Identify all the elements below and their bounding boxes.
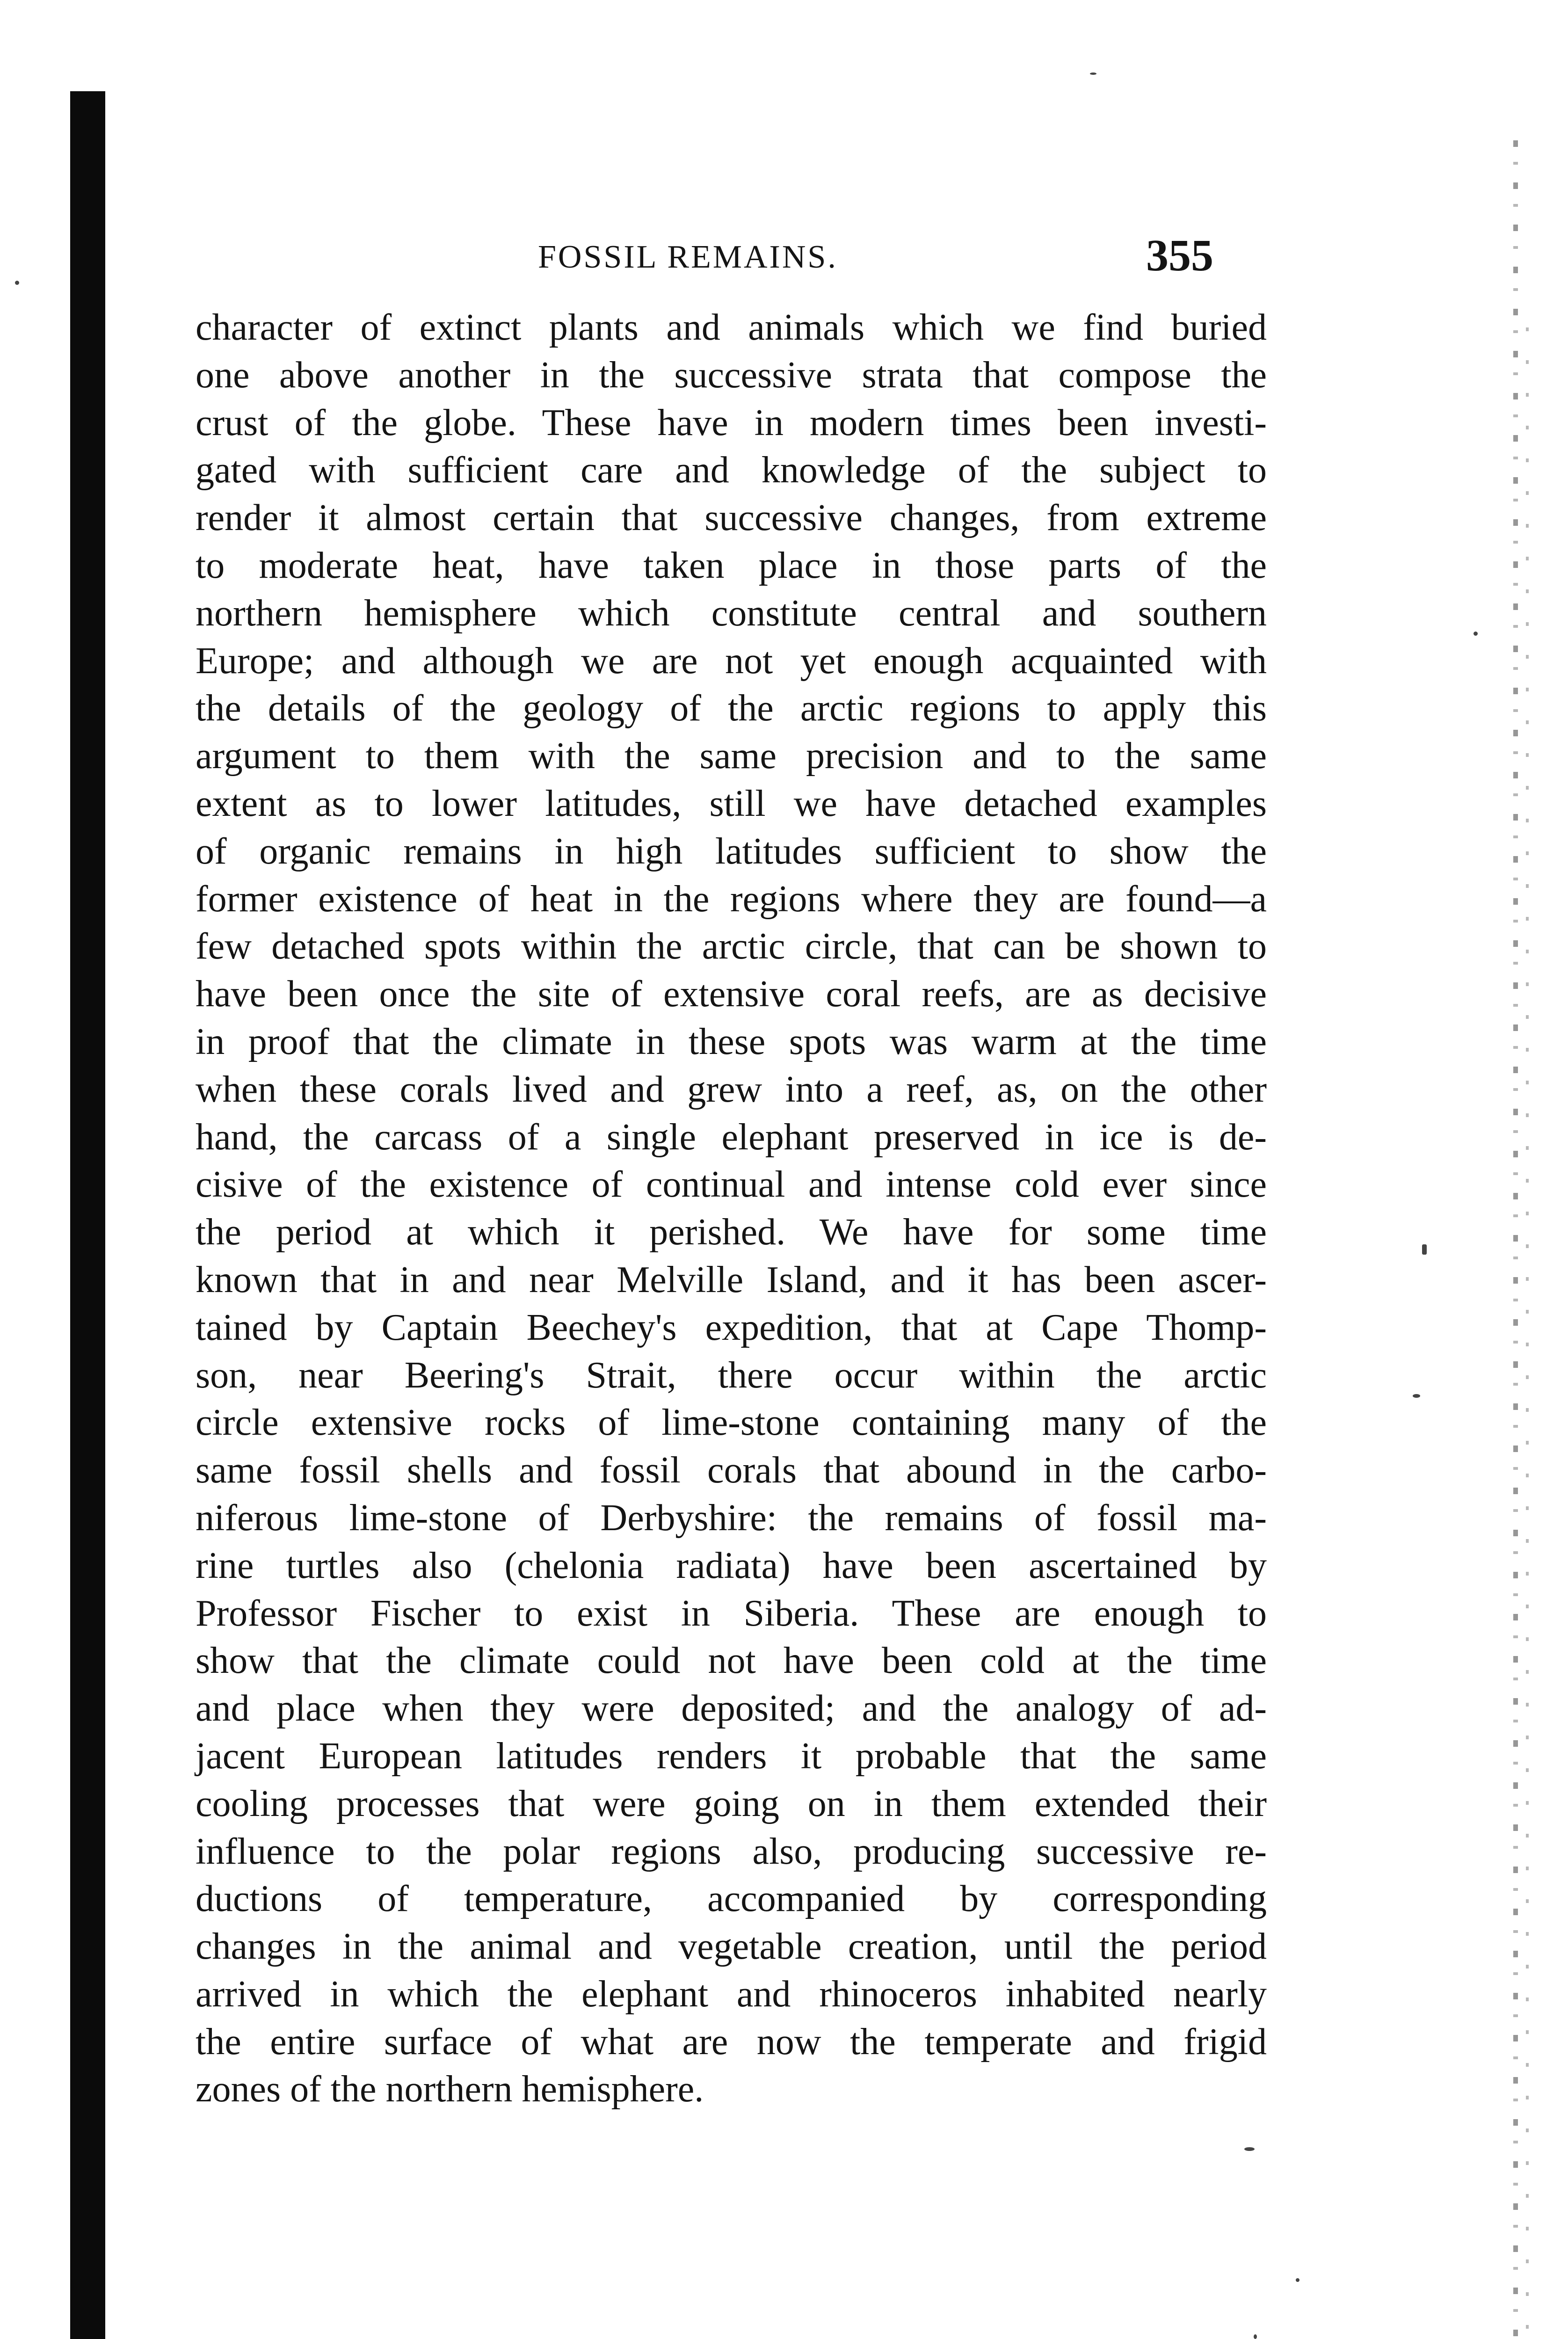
text-line: and place when they were deposited; and the analogy of ad- bbox=[196, 1688, 1267, 1729]
text-line-last: zones of the northern hemisphere. bbox=[196, 2069, 704, 2110]
text-line: have been once the site of extensive coral reefs, are as decisive bbox=[196, 973, 1267, 1015]
text-line: gated with sufficient care and knowledge of the subject to bbox=[196, 450, 1267, 491]
ink-speck bbox=[1254, 2334, 1257, 2339]
text-line: extent as to lower latitudes, still we have detached examples bbox=[196, 783, 1267, 824]
page-edge-noise-secondary bbox=[1526, 327, 1529, 2339]
text-line: the details of the geology of the arctic regions to apply this bbox=[196, 688, 1267, 729]
text-line: cooling processes that were going on in them extended their bbox=[196, 1783, 1267, 1824]
text-line: when these corals lived and grew into a reef, as, on the other bbox=[196, 1068, 1267, 1110]
text-line: Professor Fischer to exist in Siberia. These are enough to bbox=[196, 1592, 1267, 1634]
text-line: influence to the polar regions also, producing successive re- bbox=[196, 1831, 1267, 1872]
text-line: one above another in the successive strata that compose the bbox=[196, 354, 1267, 396]
text-line: show that the climate could not have been cold at the time bbox=[196, 1640, 1267, 1682]
text-line: jacent European latitudes renders it probable that the same bbox=[196, 1735, 1267, 1777]
text-line: crust of the globe. These have in modern times been investi- bbox=[196, 402, 1267, 443]
text-line: changes in the animal and vegetable creation, until the period bbox=[196, 1926, 1267, 1968]
ink-speck bbox=[1413, 1394, 1420, 1398]
ink-speck bbox=[1422, 1244, 1427, 1255]
text-line: of organic remains in high latitudes sufficient to show the bbox=[196, 830, 1267, 872]
text-line: niferous lime-stone of Derbyshire: the remains of fossil ma- bbox=[196, 1497, 1267, 1539]
text-line: the period at which it perished. We have for some time bbox=[196, 1212, 1267, 1253]
text-line: few detached spots within the arctic circle, that can be shown to bbox=[196, 926, 1267, 967]
text-line: argument to them with the same precision and to the same bbox=[196, 735, 1267, 777]
running-head: FOSSIL REMAINS. bbox=[538, 239, 838, 275]
text-line: to moderate heat, have taken place in those parts of the bbox=[196, 545, 1267, 586]
text-line: former existence of heat in the regions where they are found—a bbox=[196, 878, 1267, 920]
text-line: the entire surface of what are now the temperate and frigid bbox=[196, 2021, 1267, 2063]
ink-speck bbox=[1296, 2278, 1299, 2282]
text-line: arrived in which the elephant and rhinoceros inhabited nearly bbox=[196, 1973, 1267, 2015]
page-binding-shadow bbox=[70, 91, 105, 2339]
page-header bbox=[0, 229, 1568, 295]
text-line: ductions of temperature, accompanied by corresponding bbox=[196, 1878, 1267, 1920]
ink-speck bbox=[1474, 632, 1478, 636]
text-line: known that in and near Melville Island, and it has been ascer- bbox=[196, 1259, 1267, 1300]
text-line: Europe; and although we are not yet enough acquainted with bbox=[196, 640, 1267, 682]
text-line: northern hemisphere which constitute central and southern bbox=[196, 592, 1267, 634]
text-line: son, near Beering's Strait, there occur within the arctic bbox=[196, 1354, 1267, 1396]
text-line: hand, the carcass of a single elephant preserved in ice is de- bbox=[196, 1116, 1267, 1158]
page-number: 355 bbox=[1146, 230, 1213, 280]
text-line: same fossil shells and fossil corals that abound in the carbo- bbox=[196, 1450, 1267, 1491]
text-line: circle extensive rocks of lime-stone containing many of the bbox=[196, 1402, 1267, 1444]
page-edge-noise bbox=[1513, 140, 1518, 2339]
text-line: render it almost certain that successive changes, from extreme bbox=[196, 497, 1267, 539]
text-line: in proof that the climate in these spots was warm at the time bbox=[196, 1021, 1267, 1062]
text-line: character of extinct plants and animals which we find buried bbox=[196, 307, 1267, 348]
ink-speck bbox=[1090, 73, 1096, 75]
text-line: rine turtles also (chelonia radiata) have been ascertained by bbox=[196, 1545, 1267, 1586]
text-line: cisive of the existence of continual and intense cold ever since bbox=[196, 1164, 1267, 1206]
text-line: tained by Captain Beechey's expedition, that at Cape Thomp- bbox=[196, 1307, 1267, 1348]
body-text bbox=[196, 304, 1267, 2114]
ink-speck bbox=[1244, 2147, 1255, 2151]
